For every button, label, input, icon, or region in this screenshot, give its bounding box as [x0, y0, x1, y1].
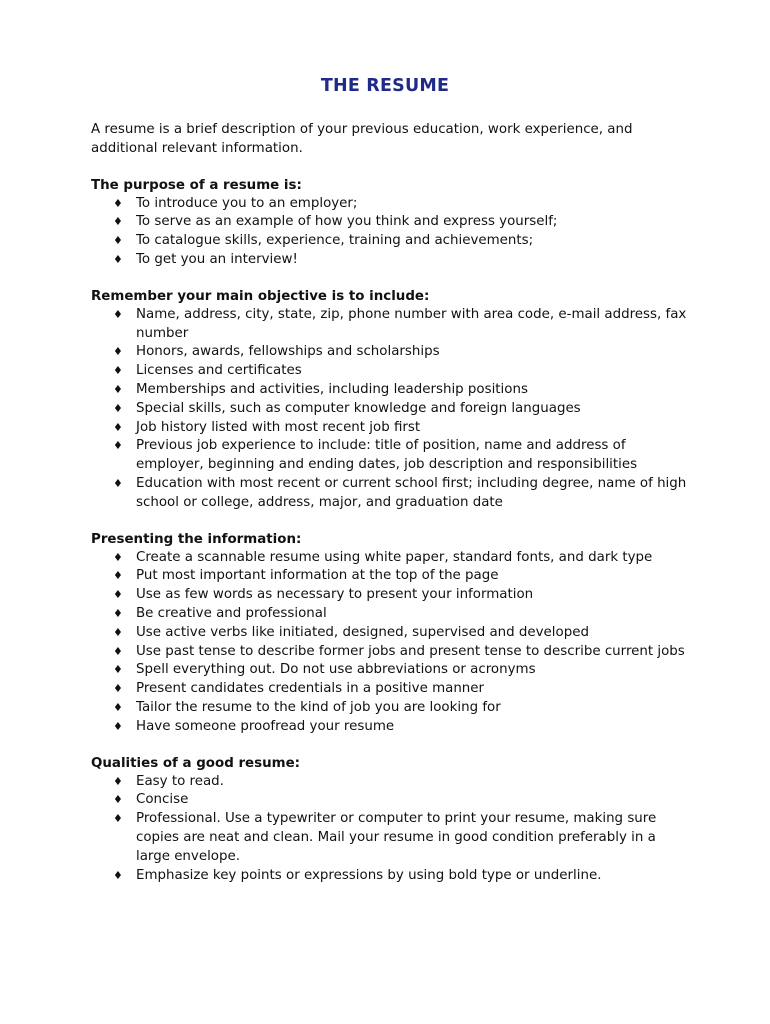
list-item — [91, 810, 691, 866]
diamond-bullet-icon: ♦ — [113, 569, 123, 583]
list-item — [91, 699, 691, 718]
list-item-text: To introduce you to an employer; — [136, 195, 358, 211]
list-item — [91, 867, 691, 886]
list-item — [91, 661, 691, 680]
list-item — [91, 773, 691, 792]
diamond-bullet-icon: ♦ — [113, 550, 123, 564]
section-heading: Presenting the information: — [91, 531, 302, 547]
list-item-text: Job history listed with most recent job first — [136, 419, 421, 435]
list-item — [91, 680, 691, 699]
diamond-bullet-icon: ♦ — [113, 682, 123, 696]
diamond-bullet-icon: ♦ — [113, 382, 123, 396]
list-item-text: Present candidates credentials in a positive manner — [136, 681, 485, 697]
bullet-list — [91, 195, 691, 270]
diamond-bullet-icon: ♦ — [113, 700, 123, 714]
list-item — [91, 343, 691, 362]
list-item — [91, 232, 691, 251]
list-item-text: Memberships and activities, including leadership positions — [136, 381, 528, 397]
bullet-list — [91, 549, 691, 737]
list-item-text: Be creative and professional — [136, 605, 327, 621]
list-item — [91, 605, 691, 624]
list-item-text: Professional. Use a typewriter or computer to print your resume, making sure copies are neat and clean. Mail your resume in good condition preferably in a large envelope. — [136, 811, 657, 864]
diamond-bullet-icon: ♦ — [113, 345, 123, 359]
section-heading: The purpose of a resume is: — [91, 177, 302, 193]
diamond-bullet-icon: ♦ — [113, 215, 123, 229]
list-item-text: To serve as an example of how you think and express yourself; — [136, 214, 558, 230]
diamond-bullet-icon: ♦ — [113, 793, 123, 807]
diamond-bullet-icon: ♦ — [113, 234, 123, 248]
bullet-list — [91, 306, 691, 513]
diamond-bullet-icon: ♦ — [113, 868, 123, 882]
list-item — [91, 381, 691, 400]
list-item — [91, 475, 691, 513]
diamond-bullet-icon: ♦ — [113, 663, 123, 677]
section — [91, 754, 691, 886]
section-heading: Qualities of a good resume: — [91, 755, 301, 771]
list-item-text: Spell everything out. Do not use abbreviations or acronyms — [136, 662, 536, 678]
list-item-text: Put most important information at the top of the page — [136, 568, 499, 584]
list-item-text: Concise — [136, 792, 189, 808]
list-item-text: Licenses and certificates — [136, 363, 302, 379]
list-item-text: Use active verbs like initiated, designed, supervised and developed — [136, 624, 589, 640]
diamond-bullet-icon: ♦ — [113, 625, 123, 639]
diamond-bullet-icon: ♦ — [113, 644, 123, 658]
list-item-text: Have someone proofread your resume — [136, 718, 395, 734]
diamond-bullet-icon: ♦ — [113, 606, 123, 620]
list-item — [91, 195, 691, 214]
list-item-text: Education with most recent or current school first; including degree, name of high school or college, address, major, and graduation date — [136, 475, 687, 510]
list-item-text: Use past tense to describe former jobs and present tense to describe current jobs — [136, 643, 685, 659]
section — [91, 176, 691, 270]
list-item — [91, 624, 691, 643]
list-item — [91, 549, 691, 568]
list-item-text: Honors, awards, fellowships and scholarships — [136, 344, 440, 360]
list-item — [91, 213, 691, 232]
list-item-text: Previous job experience to include: title of position, name and address of employer, beginning and ending dates, job description and responsibilities — [136, 438, 638, 473]
diamond-bullet-icon: ♦ — [113, 364, 123, 378]
section — [91, 530, 691, 737]
list-item — [91, 306, 691, 344]
diamond-bullet-icon: ♦ — [113, 774, 123, 788]
section — [91, 287, 691, 513]
list-item-text: Tailor the resume to the kind of job you are looking for — [136, 699, 501, 715]
list-item-text: To catalogue skills, experience, training and achievements; — [136, 233, 534, 249]
diamond-bullet-icon: ♦ — [113, 196, 123, 210]
list-item — [91, 586, 691, 605]
diamond-bullet-icon: ♦ — [113, 476, 123, 490]
bullet-list — [91, 773, 691, 886]
list-item — [91, 643, 691, 662]
list-item-text: Use as few words as necessary to present your information — [136, 587, 534, 603]
diamond-bullet-icon: ♦ — [113, 719, 123, 733]
list-item-text: Special skills, such as computer knowledge and foreign languages — [136, 400, 581, 416]
diamond-bullet-icon: ♦ — [113, 439, 123, 453]
diamond-bullet-icon: ♦ — [113, 307, 123, 321]
diamond-bullet-icon: ♦ — [113, 252, 123, 266]
list-item — [91, 362, 691, 381]
list-item-text: Create a scannable resume using white paper, standard fonts, and dark type — [136, 549, 653, 565]
list-item — [91, 400, 691, 419]
intro-paragraph: A resume is a brief description of your previous education, work experience, and additional relevant information. — [91, 122, 633, 156]
document-body — [91, 121, 691, 885]
sections-container — [91, 176, 691, 886]
diamond-bullet-icon: ♦ — [113, 588, 123, 602]
list-item-text: Easy to read. — [136, 773, 224, 789]
list-item-text: Name, address, city, state, zip, phone number with area code, e-mail address, fax number — [136, 306, 687, 341]
list-item — [91, 791, 691, 810]
list-item — [91, 718, 691, 737]
diamond-bullet-icon: ♦ — [113, 420, 123, 434]
list-item — [91, 567, 691, 586]
page-title: THE RESUME — [320, 76, 450, 96]
diamond-bullet-icon: ♦ — [113, 401, 123, 415]
list-item — [91, 251, 691, 270]
diamond-bullet-icon: ♦ — [113, 812, 123, 826]
list-item — [91, 437, 691, 475]
section-heading: Remember your main objective is to include: — [91, 288, 430, 304]
list-item-text: Emphasize key points or expressions by using bold type or underline. — [136, 867, 602, 883]
list-item — [91, 419, 691, 438]
list-item-text: To get you an interview! — [136, 251, 298, 267]
